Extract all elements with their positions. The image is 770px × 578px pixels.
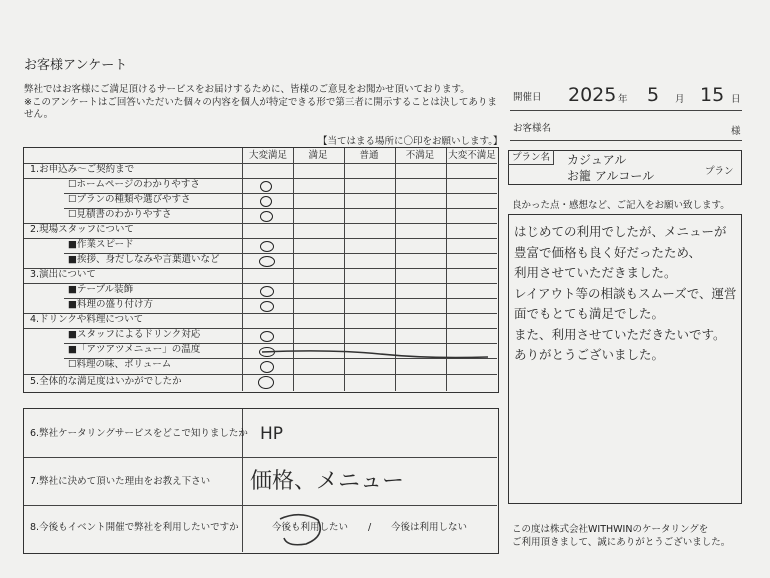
comment-text <box>514 222 742 366</box>
comment-line: レイアウト等の相談もスムーズで、運営 <box>514 285 737 301</box>
row-drink-service-label: ■スタッフによるドリンク対応 <box>68 329 201 340</box>
form-title: お客様アンケート <box>24 58 128 73</box>
section-4-label: 4.ドリンクや料理について <box>30 314 144 325</box>
row-greeting-label: ■挨拶、身だしなみや言葉遣いなど <box>68 254 220 265</box>
row-plan-types-label: ☐プランの種類や選びやすさ <box>68 194 191 205</box>
q8-separator: / <box>368 522 372 533</box>
intro-text-2: ※このアンケートはご回答いただいた個々の内容を個人が特定できる形で第三者に開示することは決してありま <box>24 97 497 108</box>
row-work-speed-label: ■作業スピード <box>68 239 134 250</box>
q8-label: 8.今後もイベント開催で弊社を利用したいですか <box>30 522 239 533</box>
section-1-label: 1.お申込み～ご契約まで <box>30 164 135 175</box>
customer-name-suffix: 様 <box>731 126 741 137</box>
section-3-label: 3.演出について <box>30 269 96 280</box>
column-very-satisfied: 大変満足 <box>248 150 287 161</box>
intro-text-1: 弊社ではお客様にご満足頂けるサービスをお届けするために、皆様のご意見をお聞かせ頂いております。 <box>24 84 470 95</box>
row-estimate-label: ☐見積書のわかりやすさ <box>68 209 172 220</box>
q7-answer: 価格、メニュー <box>250 469 405 494</box>
q7-bottom <box>24 505 497 506</box>
comment-line: 豊富で価格も良く好だったため、 <box>514 244 702 260</box>
section-2-label: 2.現場スタッフについて <box>30 224 134 235</box>
date-month-unit: 月 <box>675 94 685 105</box>
section-5-label: 5.全体的な満足度はいかがでしたか <box>30 376 182 387</box>
plan-suffix: プラン <box>705 166 734 177</box>
q6-label: 6.弊社ケータリングサービスをどこで知りましたか <box>30 428 248 439</box>
comment-line: 利用させていただきました。 <box>514 265 677 280</box>
q7-label: 7.弊社に決めて頂いた理由をお教え下さい <box>30 476 211 487</box>
survey-instruction: 【当てはまる場所に〇印をお願いします。】 <box>318 136 503 147</box>
row-hot-menu-label: ■「アツアツメニュー」の温度 <box>68 344 201 355</box>
date-year: 2025 <box>568 84 617 106</box>
row-plating-label: ■料理の盛り付け方 <box>68 299 153 310</box>
date-day: 15 <box>700 84 725 106</box>
plan-value-line1: カジュアル <box>567 153 627 167</box>
questions-box <box>23 408 499 554</box>
row-homepage-label: ☐ホームページのわかりやすさ <box>68 179 200 190</box>
footer-line-2: ご利用頂きまして、誠にありがとうございました。 <box>512 537 731 548</box>
footer-line-1: この度は株式会社WITHWINのケータリングを <box>512 524 709 535</box>
plan-label: プラン名 <box>512 152 551 163</box>
comment-line: はじめての利用でしたが、メニューが <box>514 224 727 239</box>
q6-answer: HP <box>260 424 284 444</box>
customer-name-label: お客様名 <box>513 123 552 134</box>
row-table-decor-label: ■テーブル装飾 <box>68 284 134 295</box>
column-neutral: 普通 <box>359 150 379 161</box>
date-label: 開催日 <box>513 92 542 103</box>
comment-line: 面でもとても満足でした。 <box>514 306 665 321</box>
date-month: 5 <box>647 84 660 106</box>
column-very-dissatisfied: 大変不満足 <box>448 150 496 161</box>
q6-bottom <box>24 457 497 458</box>
comment-line: ありがとうございました。 <box>514 347 665 362</box>
date-year-unit: 年 <box>618 94 628 105</box>
q8-option-no: 今後は利用しない <box>391 522 468 533</box>
comment-line: また、利用させていただきたいです。 <box>514 326 726 342</box>
column-satisfied: 満足 <box>308 150 328 161</box>
intro-text-3: せん。 <box>24 109 54 120</box>
row-taste-label: ☐料理の味、ボリューム <box>68 359 172 370</box>
comment-label: 良かった点・感想など、ご記入をお願い致します。 <box>512 200 730 211</box>
q8-option-yes: 今後も利用したい <box>272 522 349 533</box>
plan-value-line2: お籠 アルコール <box>567 169 655 183</box>
column-dissatisfied: 不満足 <box>405 150 435 161</box>
date-day-unit: 日 <box>731 94 741 105</box>
